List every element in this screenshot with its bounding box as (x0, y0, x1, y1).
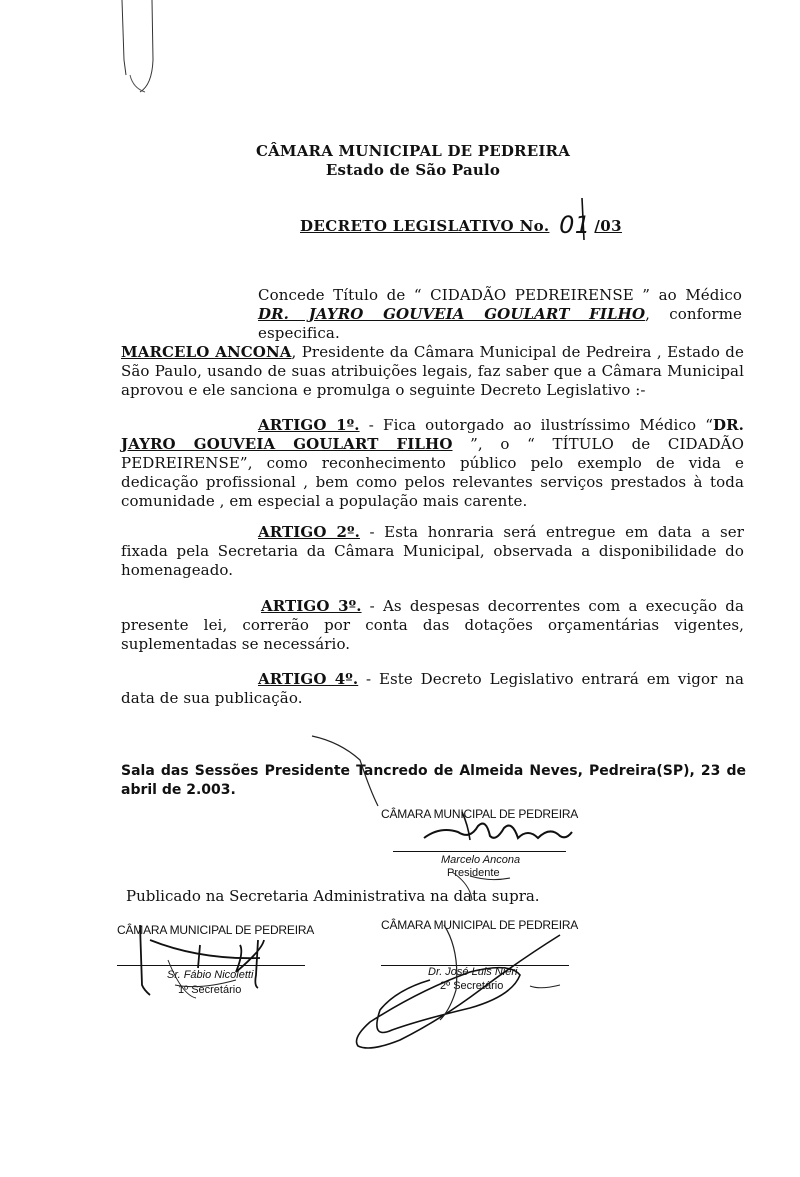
closing-place-date: Sala das Sessões Presidente Tancredo de Almeida Neves, Pedreira(SP), 23 de abril de 2.003. (121, 763, 746, 798)
first-secretary-stamp: CÂMARA MUNICIPAL DE PEDREIRA (117, 923, 315, 937)
president-signature (424, 824, 572, 838)
article-1 (121, 416, 744, 511)
article-2 (121, 523, 744, 580)
header-title: CÂMARA MUNICIPAL DE PEDREIRA (255, 142, 571, 160)
second-secretary-role: 2º Secretário (440, 980, 504, 992)
article-4-label: ARTIGO 4º. (258, 670, 359, 688)
decree-title (300, 211, 640, 239)
first-secretary-name: Sr. Fábio Nicoletti (167, 969, 254, 981)
header-subtitle: Estado de São Paulo (325, 161, 501, 179)
preamble-text: , Presidente da Câmara Municipal de Pedreira , Estado de São Paulo, usando de suas atribuições legais, faz saber que a Câmara Municipal aprovou e ele sanciona e promulga o seguinte Decreto Legislativo :- (121, 343, 744, 399)
publication-note: Publicado na Secretaria Administrativa na data supra. (126, 887, 540, 905)
president-name: Marcelo Ancona (441, 854, 521, 866)
summary-honoree: DR. JAYRO GOUVEIA GOULART FILHO (258, 305, 646, 323)
article-2-label: ARTIGO 2º. (258, 523, 360, 541)
article-1-text-a: - Fica outorgado ao ilustríssimo Médico “ (359, 416, 713, 434)
summary-text: Concede Título de “ CIDADÃO PEDREIRENSE ” ao Médico (258, 286, 742, 304)
article-3-text: - As despesas decorrentes com a execução da presente lei, correrão por conta das dotações orçamentárias vigentes, suplementadas se necessário. (121, 597, 744, 653)
summary-end: , conforme especifica. (258, 305, 742, 342)
article-4 (121, 670, 744, 708)
first-secretary-signature-line (117, 965, 305, 966)
decree-number: 01 (559, 211, 591, 239)
article-1-honoree: JAYRO GOUVEIA GOULART FILHO (121, 435, 453, 453)
article-1-bold-a: DR. (713, 416, 744, 434)
decree-prefix: DECRETO LEGISLATIVO No. (300, 217, 550, 235)
second-secretary-stamp: CÂMARA MUNICIPAL DE PEDREIRA (381, 918, 579, 932)
preamble (121, 343, 744, 400)
article-3 (121, 597, 744, 654)
article-1-text-b: ”, o “ TÍTULO de CIDADÃO PEDREIRENSE”, como reconhecimento público pelo exemplo de vida e dedicação profissional , bem como pelos relevantes serviços prestados à toda comunidade , em especial a população mais carente. (121, 435, 744, 510)
preamble-name: MARCELO ANCONA (121, 343, 292, 361)
article-3-label: ARTIGO 3º. (261, 597, 362, 615)
decree-suffix: /03 (594, 217, 622, 235)
president-role: Presidente (447, 867, 500, 879)
president-stamp: CÂMARA MUNICIPAL DE PEDREIRA (381, 807, 579, 821)
president-signature-line (393, 851, 566, 852)
article-4-text: - Este Decreto Legislativo entrará em vigor na data de sua publicação. (121, 670, 745, 707)
summary-block (258, 286, 742, 343)
article-1-label: ARTIGO 1º. (258, 416, 360, 434)
first-secretary-role: 1º Secretário (178, 984, 242, 996)
second-secretary-name: Dr. José Luis Nieri (428, 966, 518, 978)
article-2-text: - Esta honraria será entregue em data a ser fixada pela Secretaria da Câmara Municipal, observada a disponibilidade do homenageado. (121, 523, 744, 579)
